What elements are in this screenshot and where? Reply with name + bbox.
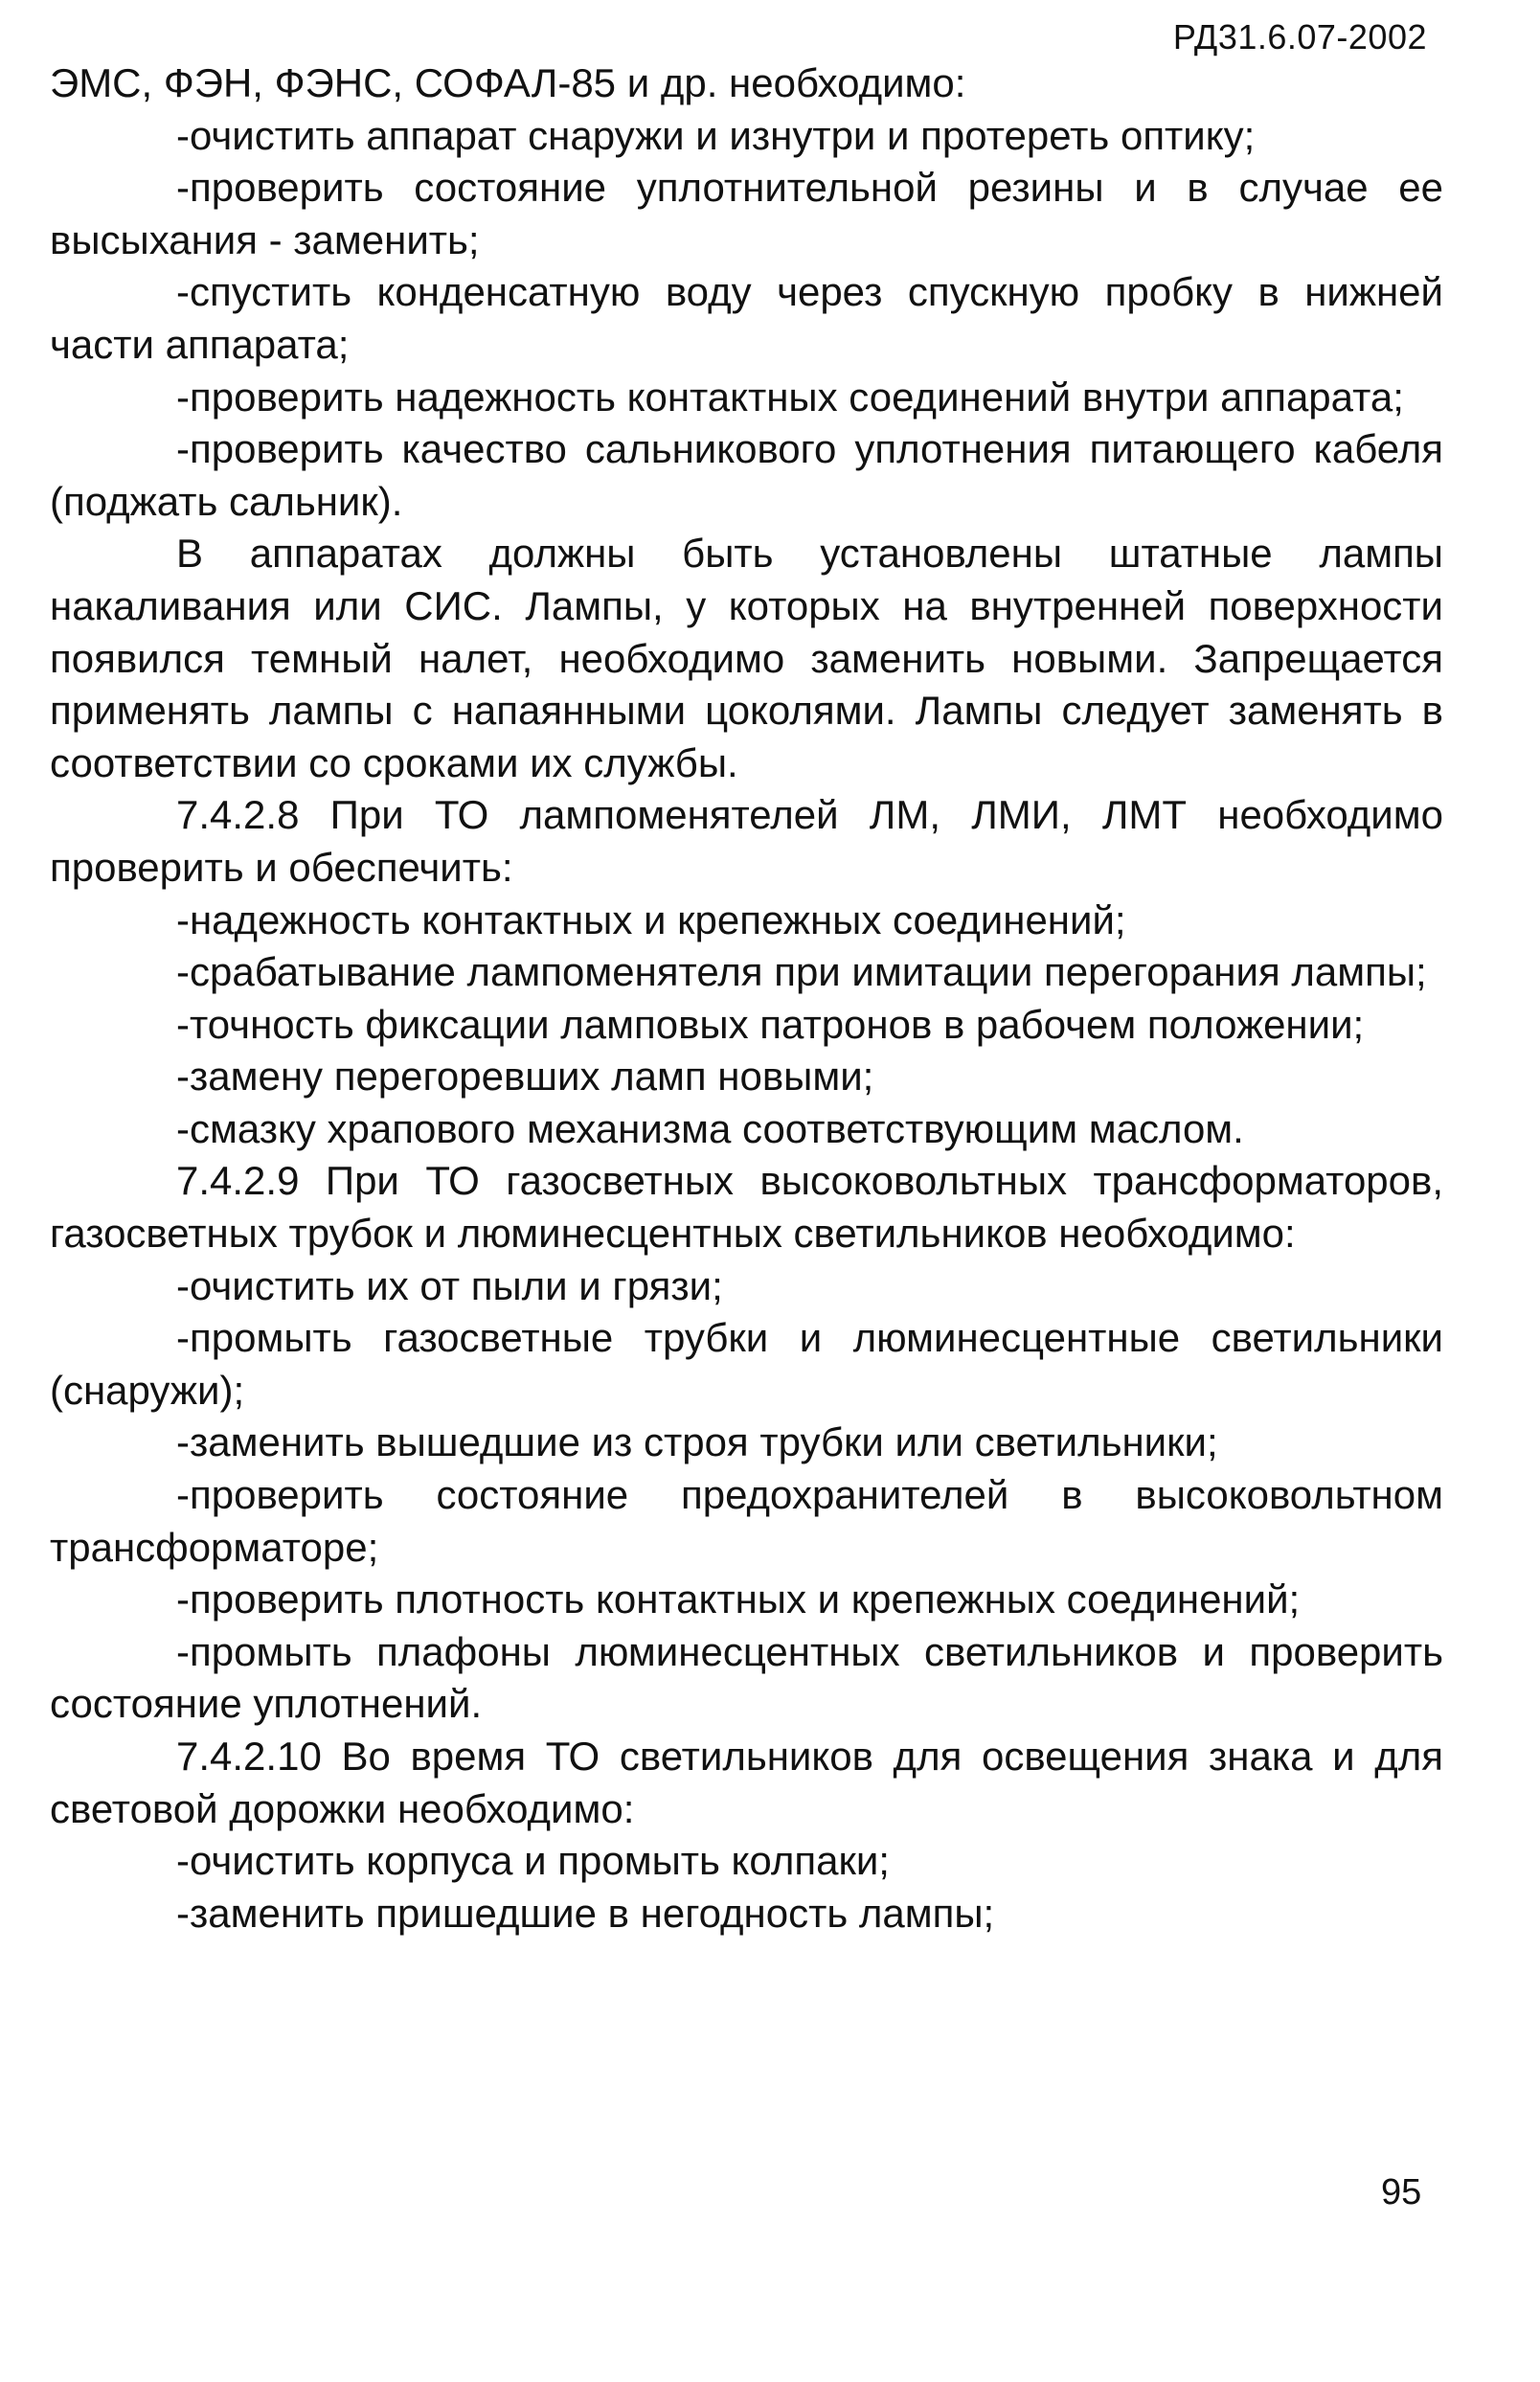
list-item: -проверить качество сальникового уплотнения питающего кабеля (поджать сальник). (50, 426, 1443, 524)
document-code: РД31.6.07-2002 (1172, 17, 1427, 57)
list-item: -проверить состояние предохранителей в высоковольтном трансформаторе; (50, 1472, 1443, 1570)
list-item: -заменить пришедшие в негодность лампы; (176, 1890, 995, 1936)
section-paragraph: 7.4.2.8 При ТО лампоменятелей ЛМ, ЛМИ, ЛМТ необходимо проверить и обеспечить: (50, 792, 1443, 890)
list-item: -смазку храпового механизма соответствующим маслом. (176, 1105, 1244, 1151)
page-number: 95 (1381, 2172, 1422, 2212)
list-item: -точность фиксации ламповых патронов в рабочем положении; (176, 1001, 1365, 1047)
list-item: -спустить конденсатную воду через спускную пробку в нижней части аппарата; (50, 269, 1443, 367)
body-text (50, 57, 1443, 1940)
list-item: -проверить состояние уплотнительной резины и в случае ее высыхания - заменить; (50, 165, 1443, 262)
paragraph: ЭМС, ФЭН, ФЭНС, СОФАЛ-85 и др. необходимо: (50, 60, 966, 105)
list-item: -очистить корпуса и промыть колпаки; (176, 1838, 890, 1884)
list-item: -промыть плафоны люминесцентных светильников и проверить состояние уплотнений. (50, 1628, 1443, 1727)
paragraph: В аппаратах должны быть установлены штатные лампы накаливания или СИС. Лампы, у которых на внутренней поверхности появился темный налет, необходимо заменить новыми. Запрещается применять лампы с напаянными цоколями. Лампы следует заменять в соответствии со сроками их службы. (50, 531, 1443, 785)
list-item: -очистить их от пыли и грязи; (176, 1262, 723, 1308)
section-paragraph: 7.4.2.9 При ТО газосветных высоковольтных трансформаторов, газосветных трубок и люминесцентных светильников необходимо: (50, 1158, 1443, 1257)
list-item: -срабатывание лампоменятеля при имитации перегорания лампы; (176, 949, 1427, 995)
list-item: -заменить вышедшие из строя трубки или светильники; (176, 1419, 1218, 1465)
list-item: -очистить аппарат снаружи и изнутри и протереть оптику; (176, 112, 1256, 158)
list-item: -проверить плотность контактных и крепежных соединений; (176, 1577, 1301, 1622)
list-item: -проверить надежность контактных соединений внутри аппарата; (176, 374, 1404, 420)
list-item: -промыть газосветные трубки и люминесцентные светильники (снаружи); (50, 1315, 1443, 1413)
section-paragraph: 7.4.2.10 Во время ТО светильников для освещения знака и для световой дорожки необходимо: (50, 1734, 1443, 1831)
list-item: -надежность контактных и крепежных соединений; (176, 896, 1126, 942)
list-item: -замену перегоревших ламп новыми; (176, 1054, 874, 1100)
